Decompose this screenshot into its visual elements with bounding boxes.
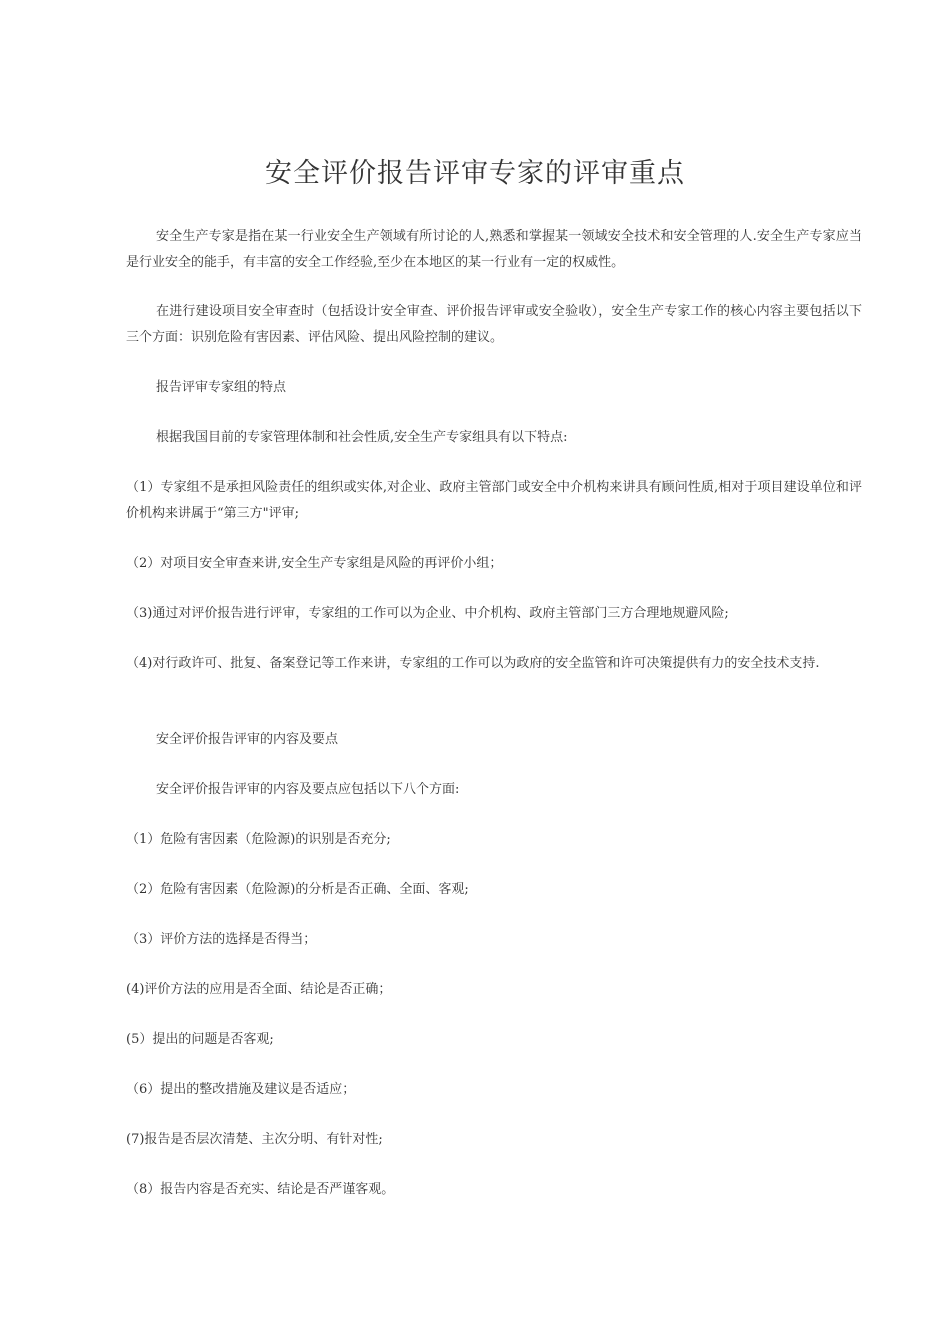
- list-item-feature-4: （4)对行政许可、批复、备案登记等工作来讲，专家组的工作可以为政府的安全监管和许可决策提供有力的安全技术支持.: [126, 656, 820, 671]
- paragraph-review-points-intro: 安全评价报告评审的内容及要点应包括以下八个方面:: [156, 782, 460, 797]
- list-item-point-1: （1）危险有害因素（危险源)的识别是否充分;: [126, 832, 391, 847]
- list-item-point-3: （3）评价方法的选择是否得当；: [126, 932, 317, 947]
- list-item-feature-1: （1）专家组不是承担风险责任的组织或实体,对企业、政府主管部门或安全中介机构来讲具有顾问性质,相对于项目建设单位和评价机构来讲属于“第三方"评审;: [126, 480, 862, 521]
- paragraph-expert-definition: 安全生产专家是指在某一行业安全生产领域有所讨论的人,熟悉和掌握某一领域安全技术和安全管理的人.安全生产专家应当是行业安全的能手，有丰富的安全工作经验,至少在本地区的某一行业有一定的权威性。: [126, 229, 862, 270]
- list-item-feature-2: （2）对项目安全审查来讲,安全生产专家组是风险的再评价小组；: [126, 556, 503, 571]
- list-item-point-8: （8）报告内容是否充实、结论是否严谨客观。: [126, 1182, 395, 1197]
- list-item-point-7: (7)报告是否层次清楚、主次分明、有针对性;: [126, 1132, 383, 1147]
- list-item-point-6: （6）提出的整改措施及建议是否适应；: [126, 1082, 356, 1097]
- list-item-point-4: (4)评价方法的应用是否全面、结论是否正确；: [126, 982, 392, 997]
- paragraph-features-intro: 根据我国目前的专家管理体制和社会性质,安全生产专家组具有以下特点:: [156, 430, 568, 445]
- list-item-point-5: (5）提出的问题是否客观;: [126, 1032, 274, 1047]
- document-title: 安全评价报告评审专家的评审重点: [265, 158, 685, 189]
- section-heading-expert-group-features: 报告评审专家组的特点: [156, 380, 287, 395]
- section-heading-review-points: 安全评价报告评审的内容及要点: [156, 732, 339, 747]
- list-item-feature-3: （3)通过对评价报告进行评审，专家组的工作可以为企业、中介机构、政府主管部门三方合理地规避风险;: [126, 606, 729, 621]
- paragraph-review-core-content: 在进行建设项目安全审查时（包括设计安全审查、评价报告评审或安全验收），安全生产专家工作的核心内容主要包括以下三个方面：识别危险有害因素、评估风险、提出风险控制的建议。: [126, 304, 862, 345]
- list-item-point-2: （2）危险有害因素（危险源)的分析是否正确、全面、客观;: [126, 882, 469, 897]
